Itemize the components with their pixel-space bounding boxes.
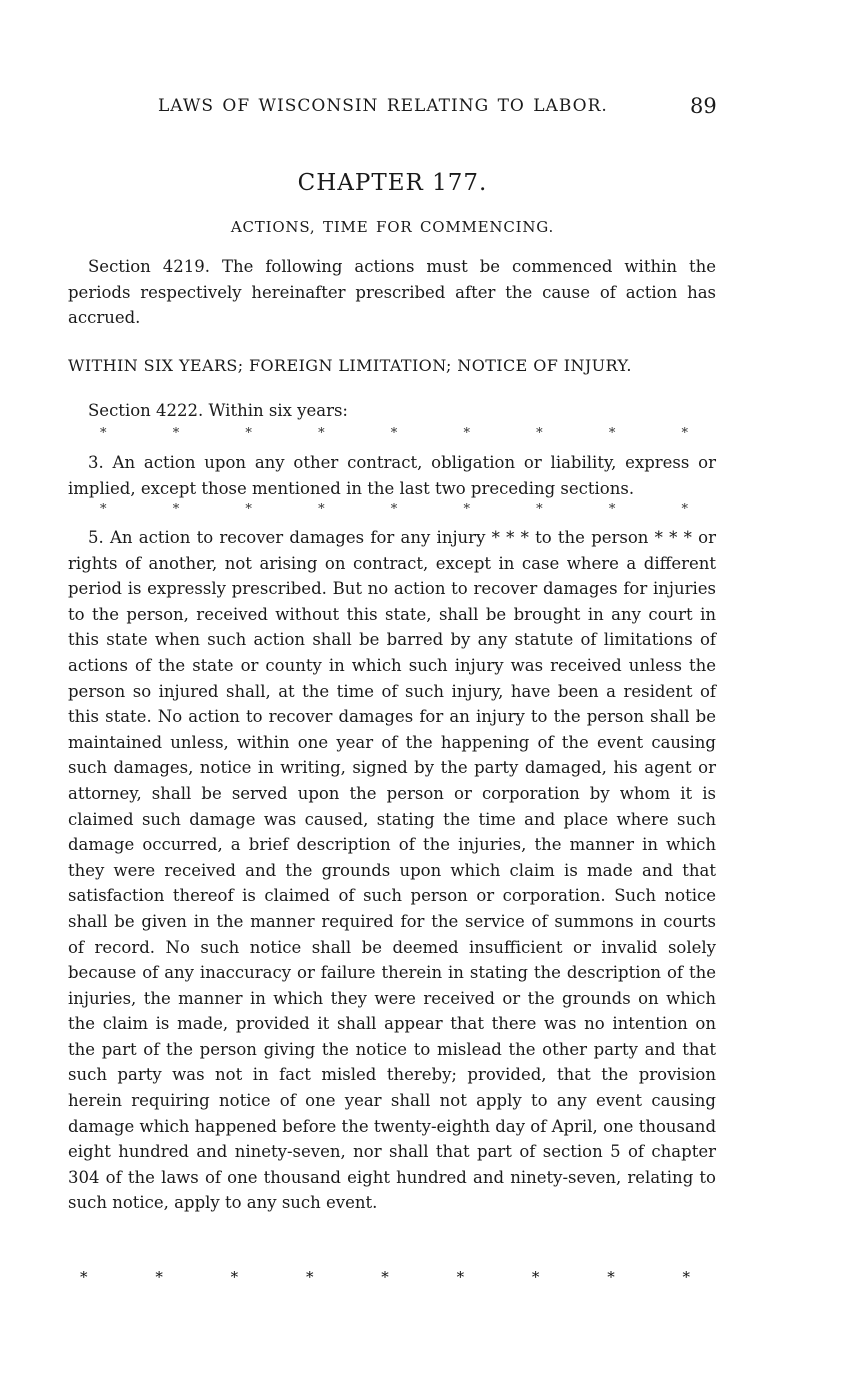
running-head: LAWS OF WISCONSIN RELATING TO LABOR. bbox=[158, 96, 608, 116]
star-mark: * bbox=[172, 426, 180, 441]
page-number: 89 bbox=[690, 94, 717, 118]
star-mark: * bbox=[245, 502, 252, 517]
star-mark: * bbox=[230, 1268, 239, 1286]
star-mark: * bbox=[681, 426, 688, 441]
star-mark: * bbox=[608, 502, 616, 517]
star-mark: * bbox=[305, 1268, 314, 1286]
star-mark: * bbox=[80, 1268, 88, 1286]
ellipsis-star-row bbox=[100, 426, 688, 441]
chapter-subtitle: ACTIONS, TIME FOR COMMENCING. bbox=[230, 218, 555, 236]
item-3-paragraph: 3. An action upon any other contract, obligation or liability, express or implied, except those mentioned in the last two preceding sections. bbox=[68, 453, 716, 498]
star-mark: * bbox=[463, 502, 470, 517]
section-4219-paragraph: Section 4219. The following actions must be commenced within the periods respectively hereinafter prescribed after the cause of action has accrued. bbox=[68, 257, 716, 328]
chapter-title: CHAPTER 177. bbox=[297, 170, 488, 196]
star-mark: * bbox=[245, 426, 252, 441]
star-mark: * bbox=[100, 426, 107, 441]
star-mark: * bbox=[390, 426, 398, 441]
star-mark: * bbox=[172, 502, 180, 517]
star-mark: * bbox=[155, 1268, 163, 1286]
star-mark: * bbox=[608, 426, 616, 441]
star-mark: * bbox=[607, 1268, 615, 1286]
star-mark: * bbox=[463, 426, 470, 441]
star-mark: * bbox=[456, 1268, 465, 1286]
star-mark: * bbox=[100, 502, 107, 517]
ellipsis-star-row bbox=[100, 502, 688, 517]
star-mark: * bbox=[381, 1268, 389, 1286]
star-mark: * bbox=[531, 1268, 540, 1286]
star-mark: * bbox=[536, 502, 543, 517]
star-mark: * bbox=[318, 502, 325, 517]
star-mark: * bbox=[390, 502, 398, 517]
section-4222-paragraph: Section 4222. Within six years: bbox=[88, 401, 348, 420]
star-mark: * bbox=[318, 426, 325, 441]
ellipsis-star-row bbox=[80, 1268, 690, 1286]
section-heading: WITHIN SIX YEARS; FOREIGN LIMITATION; NOTICE OF INJURY. bbox=[68, 356, 632, 375]
item-5-paragraph: 5. An action to recover damages for any injury * * * to the person * * * or rights of another, not arising on contract, except in case where a different period is expressly prescribed. But no action to recover damages for injuries to the person, received without this state, shall be brought in any court in this state when such action shall be barred by any statute of limitations of actions of the state or county in which such injury was received unless the person so injured shall, at the time of such injury, have been a resident of this state. No action to recover damages for an injury to the person shall be maintained unless, within one year of the happening of the event causing such damages, notice in writing, signed by the party damaged, his agent or attorney, shall be served upon the person or corporation by whom it is claimed such damage was caused, stating the time and place where such damage occurred, a brief description of the injuries, the manner in which they were received and the grounds upon which claim is made and that satisfaction thereof is claimed of such person or corporation. Such notice shall be given in the manner required for the service of summons in courts of record. No such notice shall be deemed insufficient or invalid solely because of any inaccuracy or failure therein in stating the description of the injuries, the manner in which they were received or the grounds on which the claim is made, provided it shall appear that there was no intention on the part of the person giving the notice to mislead the other party and that such party was not in fact misled thereby; provided, that the provision herein requiring notice of one year shall not apply to any event causing damage which happened before the twenty-eighth day of April, one thousand eight hundred and ninety-seven, nor shall that part of section 5 of chapter 304 of the laws of one thousand eight hundred and ninety-seven, relating to such notice, apply to any such event. bbox=[68, 528, 716, 1213]
star-mark: * bbox=[682, 1268, 690, 1286]
star-mark: * bbox=[681, 502, 688, 517]
star-mark: * bbox=[536, 426, 543, 441]
